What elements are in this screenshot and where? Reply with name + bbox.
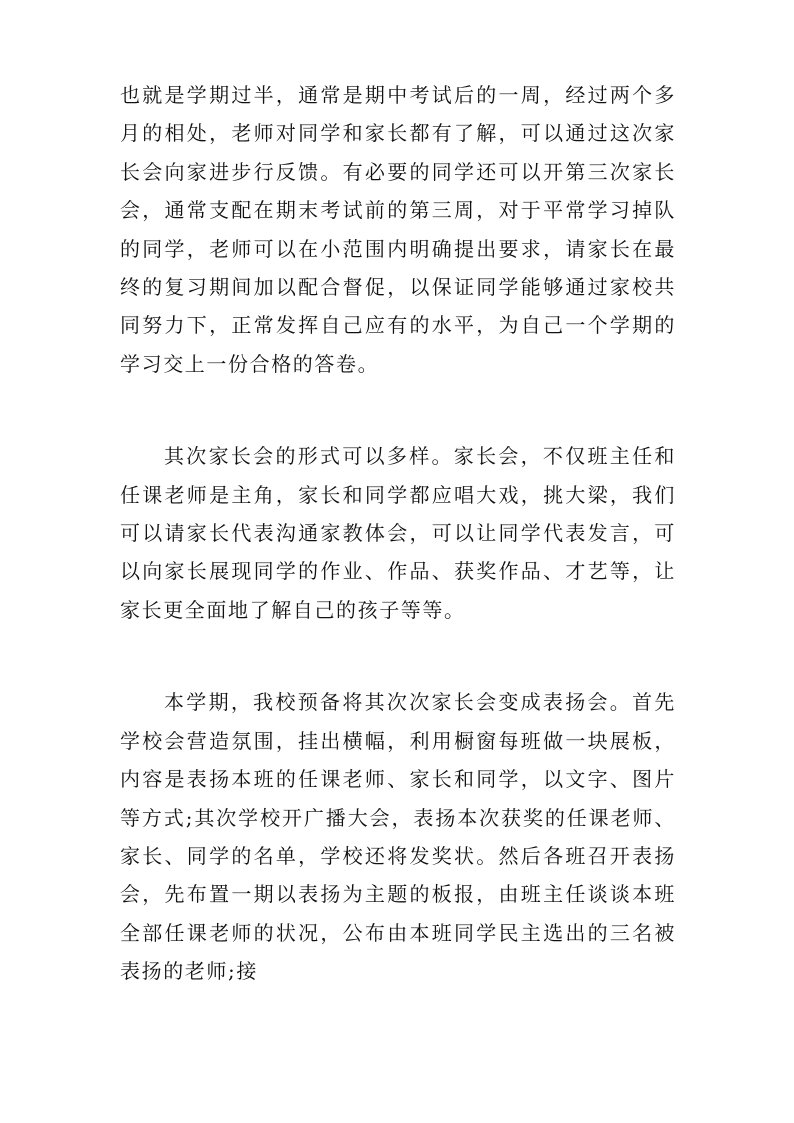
document-body xyxy=(120,76,676,991)
paragraph-3: 本学期，我校预备将其次次家长会变成表扬会。首先学校会营造氛围，挂出横幅，利用橱窗每班做一块展板，内容是表扬本班的任课老师、家长和同学，以文字、图片等方式;其次学校开广播大会，表扬本次获奖的任课老师、家长、同学的名单，学校还将发奖状。然后各班召开表扬会，先布置一期以表扬为主题的板报，由班主任谈谈本班全部任课老师的状况，公布由本班同学民主选出的三名被表扬的老师;接 xyxy=(120,690,676,984)
paragraph-spacer xyxy=(120,383,676,437)
paragraph-2: 其次家长会的形式可以多样。家长会，不仅班主任和任课老师是主角，家长和同学都应唱大戏，挑大梁，我们可以请家长代表沟通家教体会，可以让同学代表发言，可以向家长展现同学的作业、作品、获奖作品、才艺等，让家长更全面地了解自己的孩子等等。 xyxy=(120,444,676,622)
paragraph-spacer xyxy=(120,629,676,683)
paragraph-1: 也就是学期过半，通常是期中考试后的一周，经过两个多月的相处，老师对同学和家长都有了解，可以通过这次家长会向家进步行反馈。有必要的同学还可以开第三次家长会，通常支配在期末考试前的第三周，对于平常学习掉队的同学，老师可以在小范围内明确提出要求，请家长在最终的复习期间加以配合督促，以保证同学能够通过家校共同努力下，正常发挥自己应有的水平，为自己一个学期的学习交上一份合格的答卷。 xyxy=(120,83,676,376)
